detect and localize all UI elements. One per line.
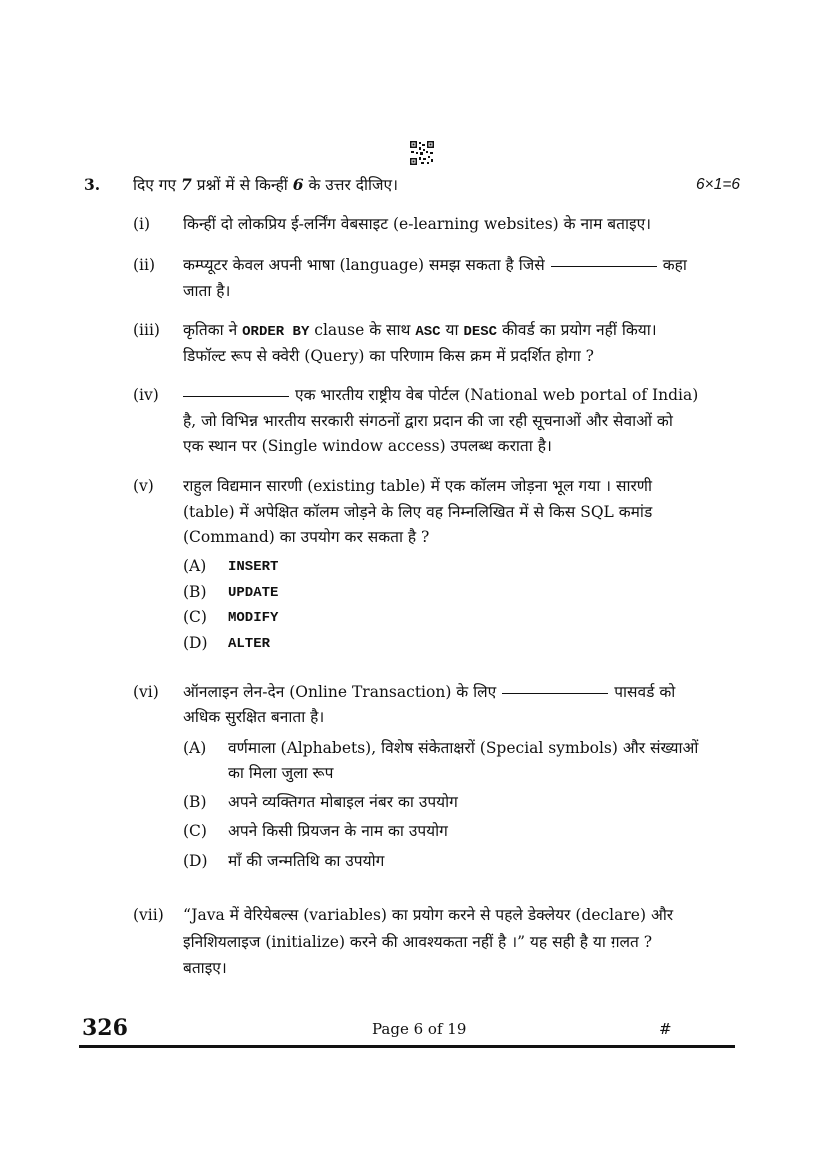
item-text: अधिक सुरक्षित बनाता है। (183, 708, 325, 726)
qr-code-icon (409, 140, 435, 166)
option-label: (C) (183, 608, 207, 626)
item-text: (table) में अपेक्षित कॉलम जोड़ने के लिए वह निम्नलिखित में से किस SQL कमांड (183, 503, 653, 521)
item-text: बताइए। (183, 959, 227, 977)
item-text: कृतिका ने ORDER BY clause के साथ ASC या DESC कीवर्ड का प्रयोग नहीं किया। (183, 321, 657, 340)
paper-code: 326 (82, 1015, 128, 1041)
option-text: UPDATE (228, 585, 279, 601)
option-text: अपने किसी प्रियजन के नाम का उपयोग (228, 822, 448, 840)
answer-blank (502, 692, 608, 694)
option-label: (D) (183, 852, 208, 870)
option-text: माँ की जन्मतिथि का उपयोग (228, 852, 385, 870)
item-number: (iii) (133, 321, 160, 339)
option-label: (B) (183, 793, 207, 811)
item-text: किन्हीं दो लोकप्रिय ई-लर्निंग वेबसाइट (e-learning websites) के नाम बताइए। (183, 215, 652, 233)
option-text: MODIFY (228, 610, 279, 626)
option-label: (A) (183, 557, 207, 575)
question-marks: 6×1=6 (696, 176, 740, 193)
option-label: (A) (183, 739, 207, 757)
item-text: कम्प्यूटर केवल अपनी भाषा (language) समझ सकता है जिसे कहा (183, 256, 687, 274)
question-instruction: दिए गए 7 प्रश्नों में से किन्हीं 6 के उत्तर दीजिए। (133, 175, 398, 194)
option-label: (B) (183, 583, 207, 601)
item-text: एक भारतीय राष्ट्रीय वेब पोर्टल (National web portal of India) (183, 382, 698, 409)
item-text: इनिशियलाइज (initialize) करने की आवश्यकता नहीं है ।” यह सही है या ग़लत ? (183, 933, 653, 951)
answer-blank (183, 395, 289, 397)
item-number: (vii) (133, 906, 164, 924)
answer-blank (551, 265, 657, 267)
option-label: (D) (183, 634, 208, 652)
item-number: (v) (133, 477, 154, 495)
option-text: INSERT (228, 559, 279, 575)
item-text: राहुल विद्यमान सारणी (existing table) में एक कॉलम जोड़ना भूल गया । सारणी (183, 477, 653, 495)
item-text: डिफॉल्ट रूप से क्वेरी (Query) का परिणाम किस क्रम में प्रदर्शित होगा ? (183, 347, 594, 365)
option-text: अपने व्यक्तिगत मोबाइल नंबर का उपयोग (228, 793, 458, 811)
footer-mark: # (659, 1020, 672, 1038)
item-number: (iv) (133, 386, 159, 404)
footer-rule (79, 1045, 735, 1048)
option-label: (C) (183, 822, 207, 840)
item-text: ऑनलाइन लेन-देन (Online Transaction) के लिए पासवर्ड को (183, 683, 676, 701)
item-text: (Command) का उपयोग कर सकता है ? (183, 528, 430, 546)
option-text: ALTER (228, 636, 271, 652)
item-text: एक स्थान पर (Single window access) उपलब्ध कराता है। (183, 437, 552, 455)
page-number: Page 6 of 19 (372, 1020, 467, 1038)
question-number: 3. (84, 175, 101, 194)
item-number: (ii) (133, 256, 156, 274)
item-text: “Java में वेरियेबल्स (variables) का प्रयोग करने से पहले डेक्लेयर (declare) और (183, 906, 674, 924)
item-text: जाता है। (183, 282, 231, 300)
item-number: (vi) (133, 683, 159, 701)
item-number: (i) (133, 215, 151, 233)
option-text: वर्णमाला (Alphabets), विशेष संकेताक्षरों (Special symbols) और संख्याओं (228, 739, 699, 757)
option-text: का मिला जुला रूप (228, 764, 334, 782)
item-text: है, जो विभिन्न भारतीय सरकारी संगठनों द्वारा प्रदान की जा रही सूचनाओं और सेवाओं को (183, 412, 673, 430)
